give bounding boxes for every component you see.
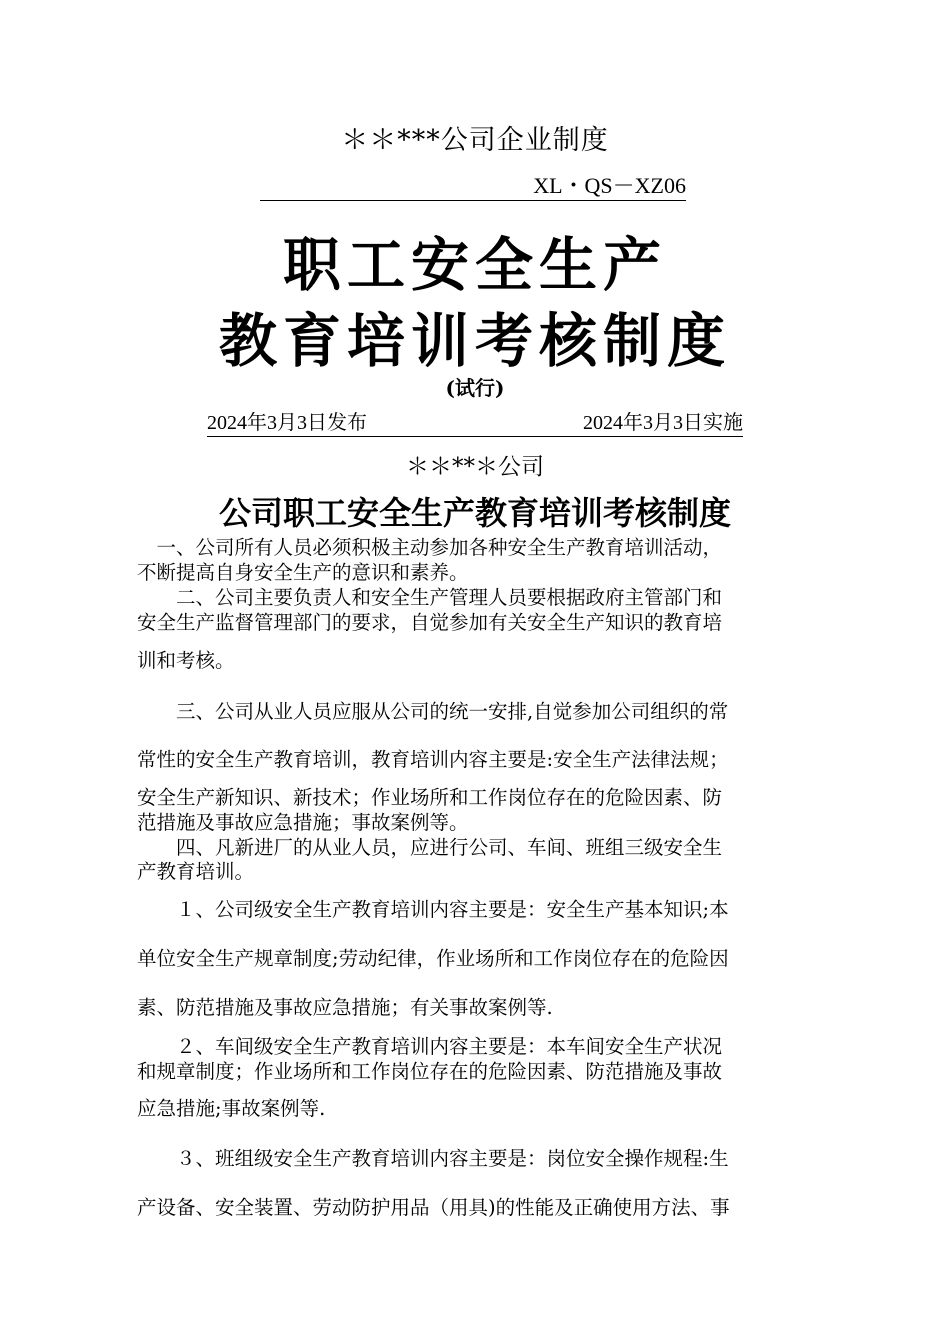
body-line: 安全生产新知识、新技术；作业场所和工作岗位存在的危险因素、防 bbox=[137, 786, 723, 809]
body-line: 产设备、安全装置、劳动防护用品（用具)的性能及正确使用方法、事 bbox=[137, 1196, 730, 1219]
document-code: XL・QS－XZ06 bbox=[260, 172, 686, 201]
body-line: 不断提高自身安全生产的意识和素养。 bbox=[137, 561, 469, 584]
body-line: 常性的安全生产教育培训，教育培训内容主要是:安全生产法律法规； bbox=[137, 748, 729, 771]
body-line: 四、凡新进厂的从业人员，应进行公司、车间、班组三级安全生 bbox=[137, 836, 723, 859]
body-line: 产教育培训。 bbox=[137, 860, 255, 883]
section-title: 公司职工安全生产教育培训考核制度 bbox=[218, 494, 731, 532]
body-line: 安全生产监督管理部门的要求，自觉参加有关安全生产知识的教育培 bbox=[137, 611, 723, 634]
body-line: ３、班组级安全生产教育培训内容主要是：岗位安全操作规程:生 bbox=[137, 1147, 729, 1170]
publish-date: 2024年3月3日发布 bbox=[207, 412, 367, 434]
body-line: 训和考核。 bbox=[137, 649, 235, 672]
body-line: ２、车间级安全生产教育培训内容主要是：本车间安全生产状况 bbox=[137, 1035, 723, 1058]
main-title-line-1: 职工安全生产 bbox=[282, 231, 667, 299]
dates-row bbox=[207, 410, 743, 437]
body-line: 应急措施;事故案例等. bbox=[137, 1097, 326, 1120]
body-line: 和规章制度；作业场所和工作岗位存在的危险因素、防范措施及事故 bbox=[137, 1060, 723, 1083]
body-line: 三、公司从业人员应服从公司的统一安排,自觉参加公司组织的常 bbox=[137, 700, 729, 723]
trial-label: (试行) bbox=[445, 376, 505, 400]
effective-date: 2024年3月3日实施 bbox=[583, 412, 743, 434]
body-line: 单位安全生产规章制度;劳动纪律，作业场所和工作岗位存在的危险因 bbox=[137, 947, 729, 970]
company-header: ＊＊***公司企业制度 bbox=[341, 125, 609, 156]
body-line: 二、公司主要负责人和安全生产管理人员要根据政府主管部门和 bbox=[137, 586, 723, 609]
body-line: 素、防范措施及事故应急措施；有关事故案例等. bbox=[137, 996, 553, 1019]
body-line: 范措施及事故应急措施；事故案例等。 bbox=[137, 811, 469, 834]
main-title-line-2: 教育培训考核制度 bbox=[218, 307, 731, 375]
company-footer: ＊＊**＊公司 bbox=[406, 454, 544, 480]
body-line: 一、公司所有人员必须积极主动参加各种安全生产教育培训活动， bbox=[137, 536, 723, 559]
body-line: １、公司级安全生产教育培训内容主要是：安全生产基本知识;本 bbox=[137, 898, 729, 921]
